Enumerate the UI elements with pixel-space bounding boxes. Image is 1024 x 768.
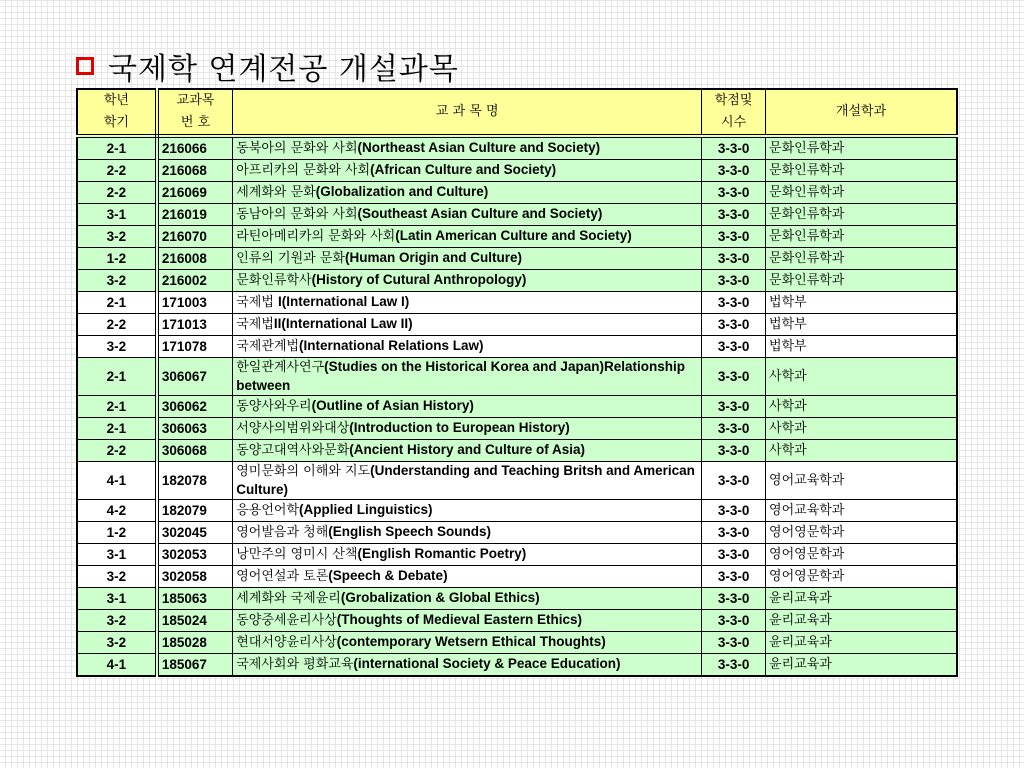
cell-dept: 문화인류학과 bbox=[766, 136, 957, 160]
cell-year-term: 2-2 bbox=[77, 160, 157, 182]
course-name-korean: 인류의 기원과 문화 bbox=[236, 251, 345, 266]
course-name-korean: 국제사회와 평화교육 bbox=[236, 657, 354, 672]
course-name-english: (international Society & Peace Education) bbox=[353, 656, 621, 671]
header-year-term: 학년 학기 bbox=[77, 89, 157, 136]
course-name-korean: 라틴아메리카의 문화와 사회 bbox=[236, 229, 396, 244]
course-name-korean: 동양사와우리 bbox=[236, 399, 312, 414]
cell-dept: 영어교육학과 bbox=[766, 462, 957, 500]
cell-course-no: 185067 bbox=[157, 654, 233, 677]
course-name-korean: 동양고대역사와문화 bbox=[236, 443, 350, 458]
cell-credits: 3-3-0 bbox=[702, 248, 766, 270]
course-name-english: (Speech & Debate) bbox=[328, 568, 448, 583]
course-name-english: (Thoughts of Medieval Eastern Ethics) bbox=[336, 612, 582, 627]
cell-year-term: 3-1 bbox=[77, 544, 157, 566]
cell-course-no: 302045 bbox=[157, 522, 233, 544]
cell-credits: 3-3-0 bbox=[702, 544, 766, 566]
course-name-english: (Studies on the Historical Korea and Japan)Relationship between bbox=[236, 359, 685, 393]
cell-year-term: 2-1 bbox=[77, 136, 157, 160]
course-name-english: (Understanding and Teaching Britsh and American Culture) bbox=[236, 463, 695, 497]
table-row bbox=[77, 566, 957, 588]
cell-credits: 3-3-0 bbox=[702, 226, 766, 248]
table-row bbox=[77, 418, 957, 440]
table-row bbox=[77, 588, 957, 610]
course-name-english: (Globalization and Culture) bbox=[315, 184, 489, 199]
cell-credits: 3-3-0 bbox=[702, 610, 766, 632]
course-name-english: (Outline of Asian History) bbox=[311, 398, 474, 413]
header-course-name: 교 과 목 명 bbox=[233, 89, 702, 136]
course-name-english: (Grobalization & Global Ethics) bbox=[340, 590, 540, 605]
cell-course-name bbox=[233, 462, 702, 500]
course-name-korean: 서양사의범위와대상 bbox=[236, 421, 350, 436]
cell-credits: 3-3-0 bbox=[702, 588, 766, 610]
cell-course-name bbox=[233, 336, 702, 358]
cell-course-name bbox=[233, 588, 702, 610]
cell-course-name bbox=[233, 160, 702, 182]
cell-course-no: 182079 bbox=[157, 500, 233, 522]
cell-course-no: 171078 bbox=[157, 336, 233, 358]
table-row bbox=[77, 462, 957, 500]
course-name-english: (African Culture and Society) bbox=[370, 162, 557, 177]
cell-course-no: 302058 bbox=[157, 566, 233, 588]
course-name-korean: 동남아의 문화와 사회 bbox=[236, 207, 358, 222]
table-row bbox=[77, 182, 957, 204]
table-header-row bbox=[77, 89, 957, 136]
cell-dept: 문화인류학과 bbox=[766, 204, 957, 226]
cell-course-name bbox=[233, 226, 702, 248]
cell-credits: 3-3-0 bbox=[702, 654, 766, 677]
cell-dept: 문화인류학과 bbox=[766, 226, 957, 248]
course-name-english: I(International Law I) bbox=[278, 294, 410, 309]
course-name-english: (contemporary Wetsern Ethical Thoughts) bbox=[336, 634, 606, 649]
course-name-korean: 영미문화의 이해와 지도 bbox=[236, 464, 371, 479]
table-row bbox=[77, 358, 957, 396]
header-course-no: 교과목 번 호 bbox=[157, 89, 233, 136]
cell-year-term: 3-2 bbox=[77, 566, 157, 588]
table-row bbox=[77, 632, 957, 654]
cell-dept: 사학과 bbox=[766, 396, 957, 418]
cell-year-term: 2-2 bbox=[77, 314, 157, 336]
cell-credits: 3-3-0 bbox=[702, 136, 766, 160]
table-row bbox=[77, 544, 957, 566]
cell-year-term: 4-1 bbox=[77, 654, 157, 677]
cell-year-term: 3-2 bbox=[77, 226, 157, 248]
cell-course-no: 306063 bbox=[157, 418, 233, 440]
cell-credits: 3-3-0 bbox=[702, 440, 766, 462]
course-name-english: (Latin American Culture and Society) bbox=[395, 228, 632, 243]
cell-dept: 법학부 bbox=[766, 292, 957, 314]
cell-course-name bbox=[233, 522, 702, 544]
course-name-english: (Introduction to European History) bbox=[349, 420, 570, 435]
cell-credits: 3-3-0 bbox=[702, 270, 766, 292]
cell-year-term: 3-2 bbox=[77, 270, 157, 292]
header-credits: 학점및 시수 bbox=[702, 89, 766, 136]
cell-credits: 3-3-0 bbox=[702, 204, 766, 226]
course-name-english: II(International Law II) bbox=[273, 316, 413, 331]
cell-dept: 문화인류학과 bbox=[766, 182, 957, 204]
course-name-english: (Ancient History and Culture of Asia) bbox=[349, 442, 586, 457]
cell-year-term: 3-2 bbox=[77, 336, 157, 358]
cell-course-name bbox=[233, 544, 702, 566]
cell-dept: 영어영문학과 bbox=[766, 544, 957, 566]
cell-year-term: 3-2 bbox=[77, 632, 157, 654]
cell-course-name bbox=[233, 182, 702, 204]
cell-course-no: 306062 bbox=[157, 396, 233, 418]
cell-course-no: 216068 bbox=[157, 160, 233, 182]
course-name-korean: 아프리카의 문화와 사회 bbox=[236, 163, 371, 178]
cell-course-no: 185024 bbox=[157, 610, 233, 632]
cell-dept: 윤리교육과 bbox=[766, 610, 957, 632]
cell-year-term: 3-1 bbox=[77, 588, 157, 610]
table-row bbox=[77, 610, 957, 632]
cell-year-term: 1-2 bbox=[77, 248, 157, 270]
cell-dept: 윤리교육과 bbox=[766, 588, 957, 610]
cell-course-name bbox=[233, 314, 702, 336]
checkbox-bullet-icon bbox=[76, 57, 94, 75]
table-body bbox=[77, 136, 957, 676]
cell-course-name bbox=[233, 566, 702, 588]
cell-year-term: 2-2 bbox=[77, 440, 157, 462]
table-row bbox=[77, 440, 957, 462]
cell-course-no: 216070 bbox=[157, 226, 233, 248]
cell-credits: 3-3-0 bbox=[702, 160, 766, 182]
cell-dept: 영어영문학과 bbox=[766, 566, 957, 588]
table-row bbox=[77, 204, 957, 226]
cell-year-term: 1-2 bbox=[77, 522, 157, 544]
cell-course-name bbox=[233, 610, 702, 632]
course-name-korean: 영어연설과 토론 bbox=[236, 569, 329, 584]
cell-course-no: 216008 bbox=[157, 248, 233, 270]
cell-year-term: 4-1 bbox=[77, 462, 157, 500]
cell-course-no: 171013 bbox=[157, 314, 233, 336]
course-name-korean: 국제법 bbox=[236, 295, 279, 310]
course-name-korean: 세계화와 국제윤리 bbox=[236, 591, 341, 606]
cell-dept: 문화인류학과 bbox=[766, 248, 957, 270]
course-name-korean: 낭만주의 영미시 산책 bbox=[236, 547, 358, 562]
cell-course-no: 216002 bbox=[157, 270, 233, 292]
cell-course-no: 182078 bbox=[157, 462, 233, 500]
cell-dept: 윤리교육과 bbox=[766, 632, 957, 654]
cell-credits: 3-3-0 bbox=[702, 336, 766, 358]
slide-title: 국제학 연계전공 개설과목 bbox=[108, 52, 459, 87]
cell-course-no: 302053 bbox=[157, 544, 233, 566]
course-name-english: (English Romantic Poetry) bbox=[357, 546, 527, 561]
cell-year-term: 2-1 bbox=[77, 418, 157, 440]
cell-year-term: 3-1 bbox=[77, 204, 157, 226]
cell-year-term: 2-1 bbox=[77, 396, 157, 418]
course-name-english: (English Speech Sounds) bbox=[328, 524, 492, 539]
cell-dept: 사학과 bbox=[766, 440, 957, 462]
table-row bbox=[77, 226, 957, 248]
table-row bbox=[77, 314, 957, 336]
course-name-korean: 동양중세윤리사상 bbox=[236, 613, 337, 628]
header-dept: 개설학과 bbox=[766, 89, 957, 136]
course-name-english: (Human Origin and Culture) bbox=[344, 250, 522, 265]
cell-dept: 법학부 bbox=[766, 336, 957, 358]
cell-credits: 3-3-0 bbox=[702, 462, 766, 500]
course-table bbox=[76, 88, 958, 677]
cell-dept: 문화인류학과 bbox=[766, 270, 957, 292]
cell-course-name bbox=[233, 654, 702, 677]
cell-course-no: 306068 bbox=[157, 440, 233, 462]
table-row bbox=[77, 292, 957, 314]
course-name-english: (Applied Linguistics) bbox=[299, 502, 433, 517]
course-name-korean: 영어발음과 청해 bbox=[236, 525, 329, 540]
cell-course-no: 185028 bbox=[157, 632, 233, 654]
cell-course-name bbox=[233, 358, 702, 396]
cell-course-name bbox=[233, 440, 702, 462]
cell-dept: 영어교육학과 bbox=[766, 500, 957, 522]
course-name-korean: 응용언어학 bbox=[236, 503, 300, 518]
course-name-korean: 국제법 bbox=[236, 317, 274, 332]
cell-credits: 3-3-0 bbox=[702, 500, 766, 522]
table-row bbox=[77, 270, 957, 292]
cell-course-no: 306067 bbox=[157, 358, 233, 396]
cell-course-name bbox=[233, 204, 702, 226]
cell-course-name bbox=[233, 632, 702, 654]
table-row bbox=[77, 654, 957, 677]
course-name-korean: 동북아의 문화와 사회 bbox=[236, 141, 358, 156]
course-name-korean: 현대서양윤리사상 bbox=[236, 635, 337, 650]
cell-course-no: 216069 bbox=[157, 182, 233, 204]
table-row bbox=[77, 248, 957, 270]
cell-year-term: 2-1 bbox=[77, 292, 157, 314]
table-row bbox=[77, 500, 957, 522]
cell-course-name bbox=[233, 270, 702, 292]
course-name-korean: 국제관계법 bbox=[236, 339, 300, 354]
cell-course-name bbox=[233, 248, 702, 270]
cell-year-term: 3-2 bbox=[77, 610, 157, 632]
table-row bbox=[77, 522, 957, 544]
cell-credits: 3-3-0 bbox=[702, 292, 766, 314]
cell-dept: 윤리교육과 bbox=[766, 654, 957, 677]
cell-credits: 3-3-0 bbox=[702, 632, 766, 654]
cell-dept: 사학과 bbox=[766, 418, 957, 440]
course-name-korean: 한일관계사연구 bbox=[236, 360, 325, 375]
cell-course-no: 171003 bbox=[157, 292, 233, 314]
cell-course-no: 216019 bbox=[157, 204, 233, 226]
course-name-korean: 문화인류학사 bbox=[236, 273, 312, 288]
cell-credits: 3-3-0 bbox=[702, 566, 766, 588]
cell-course-name bbox=[233, 418, 702, 440]
cell-credits: 3-3-0 bbox=[702, 418, 766, 440]
cell-course-name bbox=[233, 500, 702, 522]
course-name-english: (Northeast Asian Culture and Society) bbox=[357, 140, 601, 155]
slide-title-row bbox=[76, 46, 459, 86]
cell-year-term: 2-1 bbox=[77, 358, 157, 396]
cell-credits: 3-3-0 bbox=[702, 314, 766, 336]
cell-course-name bbox=[233, 292, 702, 314]
cell-dept: 영어영문학과 bbox=[766, 522, 957, 544]
course-table-wrapper bbox=[76, 88, 958, 677]
course-name-english: (History of Cutural Anthropology) bbox=[311, 272, 527, 287]
table-row bbox=[77, 136, 957, 160]
course-name-korean: 세계화와 문화 bbox=[236, 185, 316, 200]
course-name-english: (Southeast Asian Culture and Society) bbox=[357, 206, 603, 221]
cell-year-term: 4-2 bbox=[77, 500, 157, 522]
cell-course-no: 216066 bbox=[157, 136, 233, 160]
cell-credits: 3-3-0 bbox=[702, 182, 766, 204]
cell-dept: 법학부 bbox=[766, 314, 957, 336]
cell-year-term: 2-2 bbox=[77, 182, 157, 204]
table-row bbox=[77, 160, 957, 182]
cell-dept: 사학과 bbox=[766, 358, 957, 396]
cell-course-no: 185063 bbox=[157, 588, 233, 610]
table-row bbox=[77, 396, 957, 418]
cell-course-name bbox=[233, 396, 702, 418]
cell-credits: 3-3-0 bbox=[702, 396, 766, 418]
cell-dept: 문화인류학과 bbox=[766, 160, 957, 182]
course-name-english: (International Relations Law) bbox=[299, 338, 484, 353]
cell-credits: 3-3-0 bbox=[702, 358, 766, 396]
cell-course-name bbox=[233, 136, 702, 160]
cell-credits: 3-3-0 bbox=[702, 522, 766, 544]
table-row bbox=[77, 336, 957, 358]
